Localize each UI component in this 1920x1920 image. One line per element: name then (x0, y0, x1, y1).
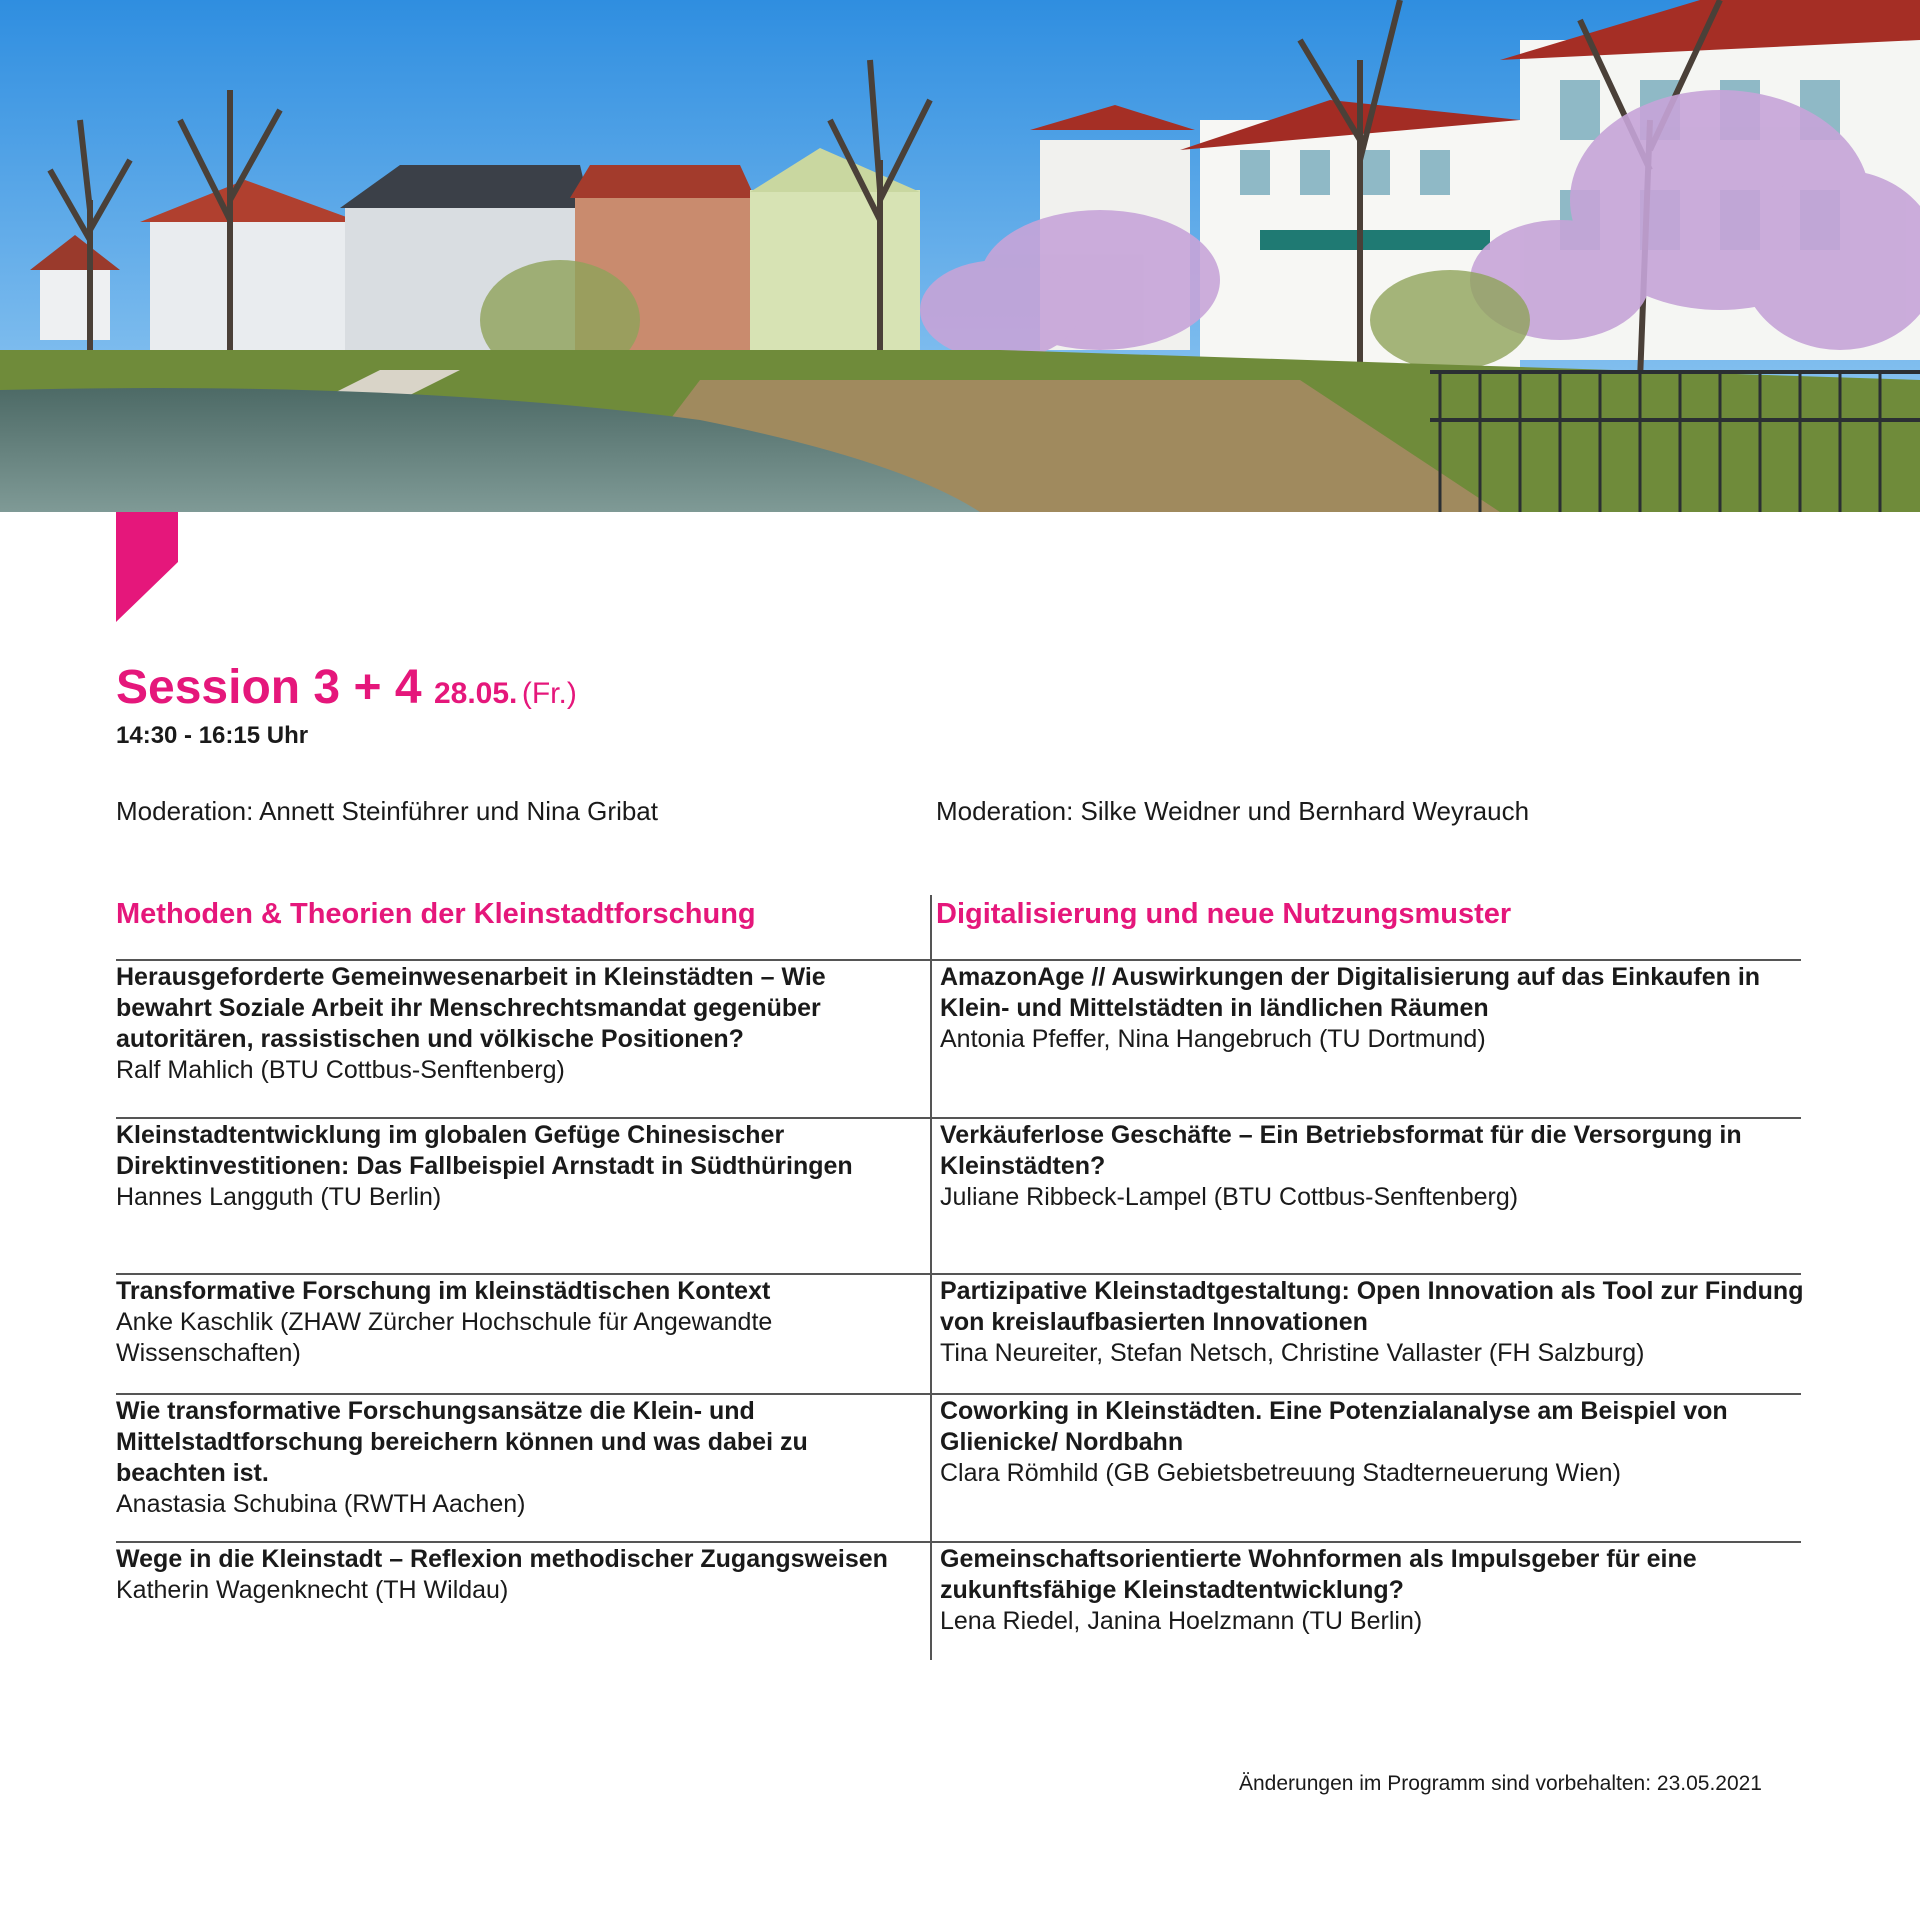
column-divider (930, 895, 932, 1660)
row-divider (116, 1393, 1801, 1395)
riverside-town-illustration (0, 0, 1920, 512)
row-divider (116, 1541, 1801, 1543)
talk-title: Coworking in Kleinstädten. Eine Potenzialanalyse am Beispiel von Glienicke/ Nordbahn (940, 1397, 1728, 1456)
talk-title: Verkäuferlose Geschäfte – Ein Betriebsformat für die Versorgung in Kleinstädten? (940, 1121, 1742, 1180)
talk-authors: Anke Kaschlik (ZHAW Zürcher Hochschule für Angewandte Wissenschaften) (116, 1308, 773, 1367)
talk-title: Partizipative Kleinstadtgestaltung: Open Innovation als Tool zur Findung von kreislaufbasierten Innovationen (940, 1277, 1804, 1336)
talk-item (940, 962, 1810, 1055)
row-divider (116, 1273, 1801, 1275)
talk-authors: Ralf Mahlich (BTU Cottbus-Senftenberg) (116, 1056, 565, 1084)
talk-item (940, 1120, 1810, 1213)
talk-authors: Tina Neureiter, Stefan Netsch, Christine Vallaster (FH Salzburg) (940, 1339, 1645, 1367)
moderation-left: Moderation: Annett Steinführer und Nina Gribat (116, 796, 658, 826)
talk-item (116, 1396, 916, 1520)
talk-authors: Juliane Ribbeck-Lampel (BTU Cottbus-Senftenberg) (940, 1183, 1519, 1211)
talk-title: Herausgeforderte Gemeinwesenarbeit in Kleinstädten – Wie bewahrt Soziale Arbeit ihr Menschrechtsmandat gegenüber autoritären, rassistischen und völkische Positionen? (116, 963, 826, 1053)
talk-title: Wie transformative Forschungsansätze die Klein- und Mittelstadtforschung bereichern können und was dabei zu beachten ist. (116, 1397, 808, 1487)
talk-title: Kleinstadtentwicklung im globalen Gefüge Chinesischer Direktinvestitionen: Das Fallbeispiel Arnstadt in Südthüringen (116, 1121, 853, 1180)
talk-item (116, 962, 916, 1086)
talk-item (116, 1276, 916, 1369)
talk-item (940, 1396, 1810, 1489)
session-day: (Fr.) (521, 677, 577, 710)
talk-title: Wege in die Kleinstadt – Reflexion methodischer Zugangsweisen (116, 1545, 888, 1573)
talk-authors: Katherin Wagenknecht (TH Wildau) (116, 1576, 509, 1604)
talk-item (940, 1276, 1810, 1369)
row-divider (116, 959, 1801, 961)
talk-item (116, 1544, 916, 1606)
accent-marker (116, 512, 178, 622)
footer-note: Änderungen im Programm sind vorbehalten: 23.05.2021 (1239, 1772, 1762, 1795)
talk-authors: Hannes Langguth (TU Berlin) (116, 1183, 442, 1211)
talk-title: Transformative Forschung im kleinstädtischen Kontext (116, 1277, 771, 1305)
session-time: 14:30 - 16:15 Uhr (116, 722, 309, 749)
session-header (116, 660, 577, 715)
column-heading-left: Methoden & Theorien der Kleinstadtforschung (116, 898, 756, 930)
talk-title: Gemeinschaftsorientierte Wohnformen als Impulsgeber für eine zukunftsfähige Kleinstadtentwicklung? (940, 1545, 1697, 1604)
column-heading-right: Digitalisierung und neue Nutzungsmuster (936, 898, 1512, 930)
talk-title: AmazonAge // Auswirkungen der Digitalisierung auf das Einkaufen in Klein- und Mittelstädten in ländlichen Räumen (940, 963, 1761, 1022)
talk-item (940, 1544, 1810, 1637)
talk-authors: Anastasia Schubina (RWTH Aachen) (116, 1490, 526, 1518)
session-date: 28.05. (433, 677, 518, 710)
session-title: Session 3 + 4 (116, 661, 422, 714)
talk-item (116, 1120, 916, 1213)
talk-authors: Antonia Pfeffer, Nina Hangebruch (TU Dortmund) (940, 1025, 1486, 1053)
talk-authors: Lena Riedel, Janina Hoelzmann (TU Berlin) (940, 1607, 1423, 1635)
talk-authors: Clara Römhild (GB Gebietsbetreuung Stadterneuerung Wien) (940, 1459, 1621, 1487)
moderation-right: Moderation: Silke Weidner und Bernhard Weyrauch (936, 796, 1530, 826)
hero-photo (0, 0, 1920, 512)
row-divider (116, 1117, 1801, 1119)
